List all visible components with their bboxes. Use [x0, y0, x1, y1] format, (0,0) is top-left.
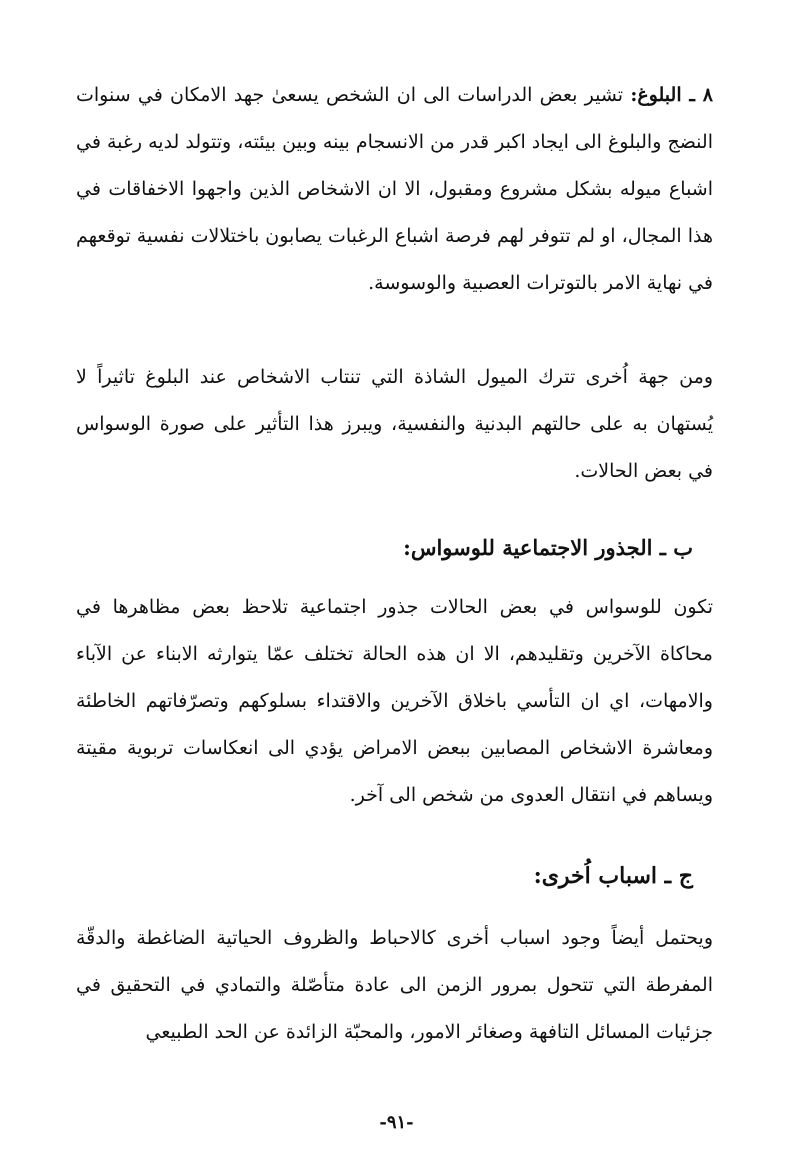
puberty-paragraph [76, 72, 713, 307]
puberty-item-text: تشير بعض الدراسات الى ان الشخص يسعىٰ جهد الامكان في سنوات النضج والبلوغ الى ايجاد اكبر قدر من الانسجام بينه وبين بيئته، وتتولد لديه رغبة في اشباع ميوله بشكل مشروع ومقبول، الا ان الاشخاص الذين واجهوا الاخفاقات في هذا المجال، او لم تتوفر لهم فرصة اشباع الرغبات يصابون باختلالات نفسية توقعهم في نهاية الامر بالتوترات العصبية والوسوسة. [76, 84, 713, 294]
page-number: -٩١- [379, 1112, 414, 1133]
puberty-followup-paragraph: ومن جهة اُخرى تترك الميول الشاذة التي تنتاب الاشخاص عند البلوغ تاثيراً لا يُستهان به على حالتهم البدنية والنفسية، ويبرز هذا التأثير على صورة الوسواس في بعض الحالات. [76, 366, 713, 482]
social-roots-paragraph: تكون للوسواس في بعض الحالات جذور اجتماعية تلاحظ بعض مظاهرها في محاكاة الآخرين وتقليدهم، الا ان هذه الحالة تختلف عمّا يتوارثه الابناء عن الآباء والامهات، اي ان التأسي باخلاق الآخرين والاقتداء بسلوكهم وتصرّفاتهم الخاطئة ومعاشرة الاشخاص المصابين ببعض الامراض يؤدي الى انعكاسات تربوية مقيتة ويساهم في انتقال العدوى من شخص الى آخر. [76, 596, 713, 806]
social-roots-heading: ب ـ الجذور الاجتماعية للوسواس: [403, 535, 693, 560]
other-causes-heading: ج ـ اسباب اُخرى: [533, 863, 693, 889]
other-causes-paragraph: ويحتمل أيضاً وجود اسباب أخرى كالاحباط والظروف الحياتية الضاغطة والدقّة المفرطة التي تتحول بمرور الزمن الى عادة متأصّلة والتمادي في التحقيق في جزئيات المسائل التافهة وصغائر الامور، والمحبّة الزائدة عن الحد الطبيعي [76, 927, 713, 1043]
puberty-item-label: ٨ ـ البلوغ: [630, 84, 714, 106]
